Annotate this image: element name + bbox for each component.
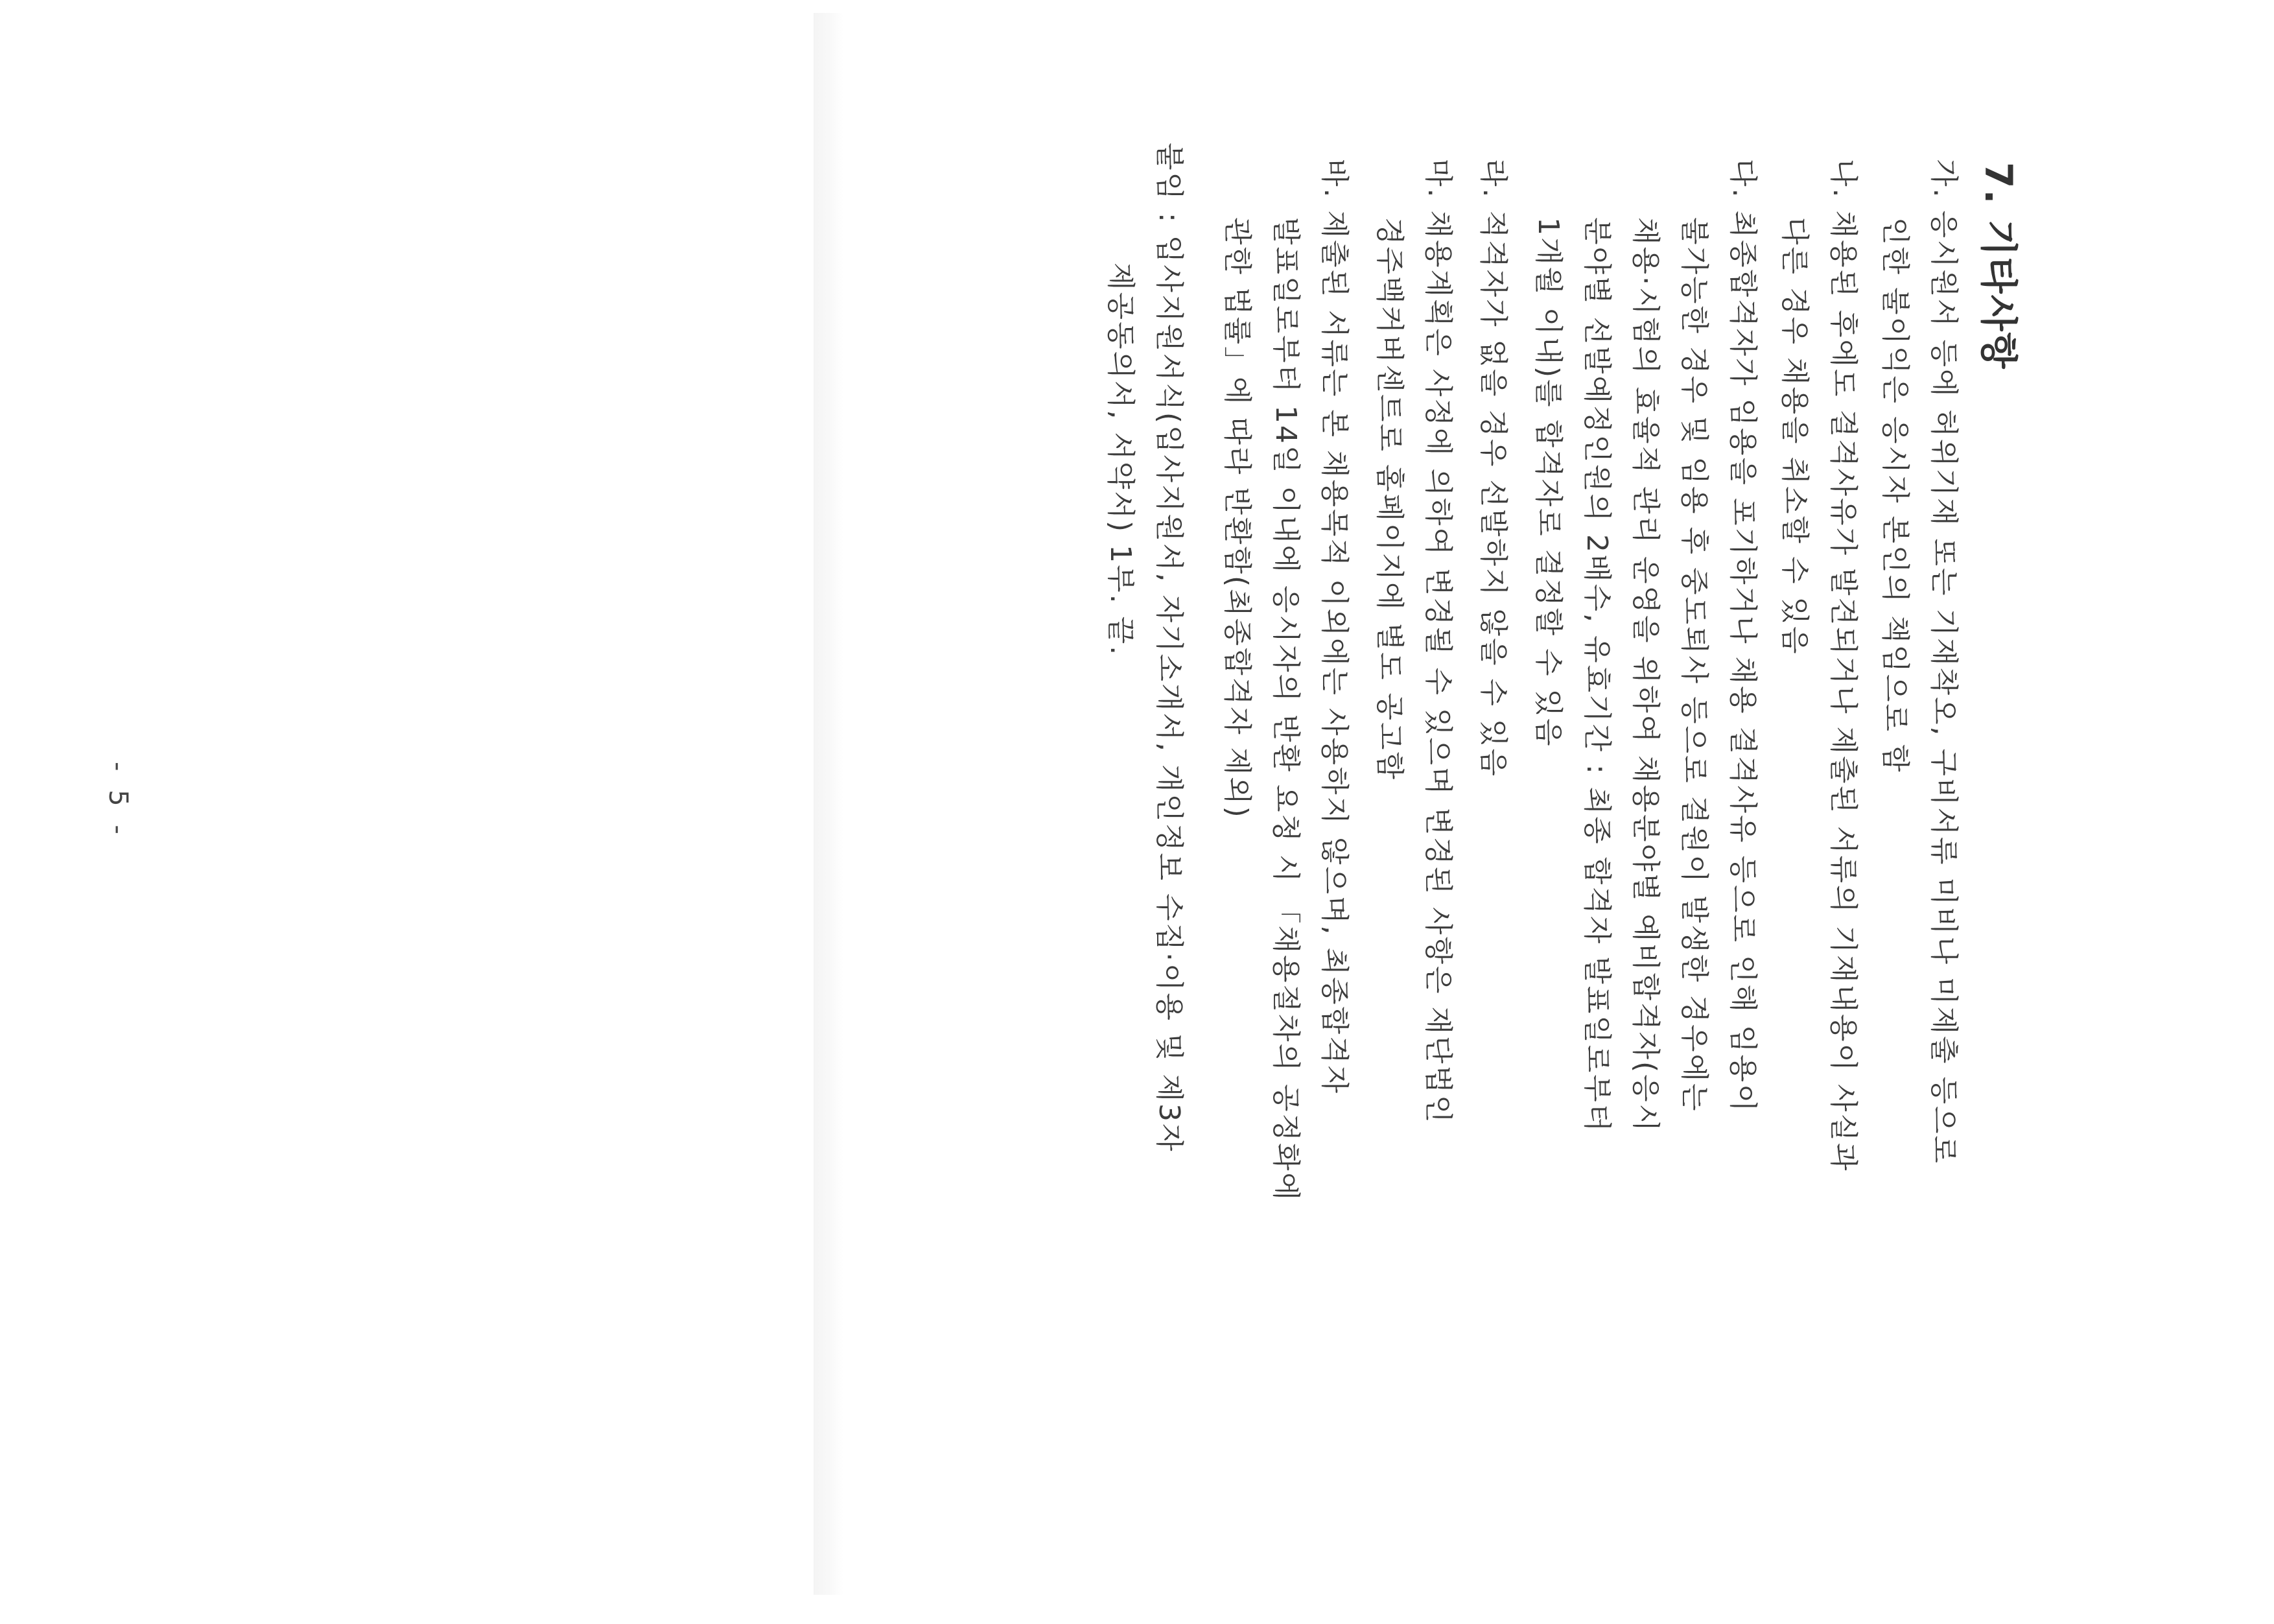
attachment-line2: 제공동의서, 서약서) 1부. 끝. [1104, 263, 1137, 657]
page-number-text: - 5 - [103, 762, 133, 840]
page-number [100, 762, 139, 853]
item-da-line4: 분야별 선발예정인원의 2배수, 유효기간 : 최종 합격자 발표일로부터 [1580, 217, 1613, 1134]
item-na-line1: 나. 채용된 후에도 결격사유가 발견되거나 제출된 서류의 기재내용이 사실과 [1827, 159, 1860, 1173]
item-da-line3: 채용·시험의 효율적 관리 운영을 위하여 채용분야별 예비합격자(응시 [1629, 217, 1662, 1134]
item-ba-line1: 바. 제출된 서류는 본 채용목적 이외에는 사용하지 않으며, 최종합격자 [1318, 159, 1351, 1095]
item-ba-line2: 발표일로부터 14일 이내에 응시자의 반환 요청 시 「채용절차의 공정화에 [1269, 217, 1302, 1202]
section-title: 7. 기타사항 [1976, 162, 2021, 370]
item-da-line5: 1개월 이내)를 합격자로 결정할 수 있음 [1532, 217, 1565, 748]
item-ma-line1: 마. 채용계획은 사정에 의하여 변경될 수 있으며 변경된 사항은 재단법인 [1422, 159, 1455, 1125]
item-ga-line1: 가. 응시원서 등에 허위기재 또는 기재착오, 구비서류 미비나 미제출 등으로 [1927, 159, 1960, 1165]
attachment-line1: 붙임 : 입사지원서식(입사지원서, 자기소개서, 개인정보 수집·이용 및 제3자 [1153, 143, 1186, 1153]
item-da-line2: 불가능한 경우 및 임용 후 중도퇴사 등으로 결원이 발생한 경우에는 [1678, 217, 1711, 1113]
item-ma-line2: 경주백커버센트로 홈페이지에 별도 공고함 [1373, 217, 1406, 782]
scan-fold-shading [814, 13, 843, 1595]
document-page [862, 133, 2029, 1624]
item-ra-line1: 라. 적격자가 없을 경우 선발하지 않을 수 있음 [1477, 159, 1510, 778]
item-da-line1: 다. 최종합격자가 임용을 포기하거나 채용 결격사유 등으로 인해 임용이 [1726, 159, 1759, 1114]
item-ga-line2: 인한 불이익은 응시자 본인의 책임으로 함 [1879, 217, 1912, 774]
item-na-line2: 다른 경우 채용을 취소할 수 있음 [1778, 217, 1811, 656]
item-ba-line3: 관한 법률」에 따라 반환함(최종합격자 제외) [1221, 217, 1254, 819]
